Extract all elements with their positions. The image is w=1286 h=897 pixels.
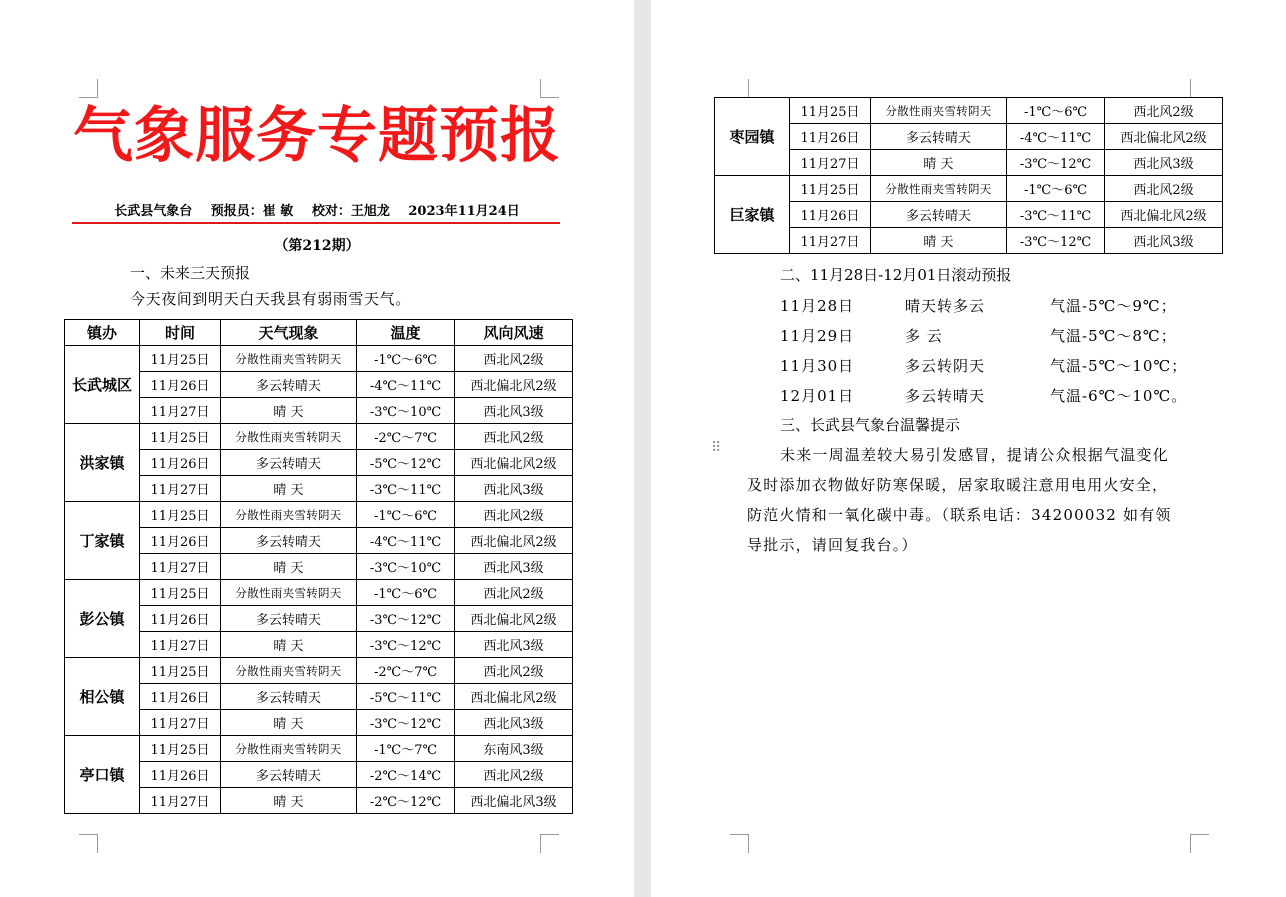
date-cell: 11月26日 xyxy=(140,606,221,632)
date-cell: 11月25日 xyxy=(140,424,221,450)
table-row xyxy=(65,606,573,632)
date-cell: 11月25日 xyxy=(140,502,221,528)
wind-cell: 西北风3级 xyxy=(455,632,573,658)
wind-cell: 西北风2级 xyxy=(1105,176,1223,202)
rolling-forecast-row xyxy=(780,326,1200,346)
weather-cell: 分散性雨夹雪转阴天 xyxy=(871,176,1007,202)
weather-cell: 多云转晴天 xyxy=(221,762,357,788)
table-row xyxy=(715,228,1223,254)
wind-cell: 西北风3级 xyxy=(1105,228,1223,254)
wind-cell: 西北偏北风2级 xyxy=(455,372,573,398)
weather-cell: 多云转晴天 xyxy=(871,124,1007,150)
date-cell: 11月26日 xyxy=(140,528,221,554)
wind-cell: 西北风2级 xyxy=(1105,98,1223,124)
weather-cell: 晴 天 xyxy=(221,788,357,814)
temp-cell: -3℃～11℃ xyxy=(357,476,455,502)
wind-cell: 西北偏北风2级 xyxy=(1105,124,1223,150)
info-line xyxy=(72,203,562,221)
date-cell: 11月25日 xyxy=(140,736,221,762)
tips-line: 未来一周温差较大易引发感冒，提请公众根据气温变化 xyxy=(780,446,1169,464)
temp-cell: -5℃～12℃ xyxy=(357,450,455,476)
header-wind: 风向风速 xyxy=(455,320,573,346)
date-cell: 11月25日 xyxy=(790,176,871,202)
temp-cell: -4℃～11℃ xyxy=(357,372,455,398)
weather-cell: 多云转晴天 xyxy=(871,202,1007,228)
section1-heading: 一、未来三天预报 xyxy=(130,264,251,282)
rolling-date: 12月01日 xyxy=(780,387,855,405)
wind-cell: 西北风2级 xyxy=(455,762,573,788)
forecaster: 预报员：崔 敏 xyxy=(210,204,294,219)
date-cell: 11月25日 xyxy=(140,346,221,372)
table-row xyxy=(65,450,573,476)
temp-cell: -4℃～11℃ xyxy=(357,528,455,554)
rolling-forecast-row xyxy=(780,386,1200,406)
rolling-temp: 气温-5℃～9℃； xyxy=(1050,297,1177,315)
table-row xyxy=(65,580,573,606)
tips-line: 及时添加衣物做好防寒保暖，居家取暖注意用电用火安全， xyxy=(747,476,1169,494)
town-name: 长武城区 xyxy=(65,346,140,424)
forecast-table xyxy=(64,319,573,814)
date-cell: 11月26日 xyxy=(140,450,221,476)
weather-cell: 晴 天 xyxy=(221,476,357,502)
temp-cell: -2℃～7℃ xyxy=(357,658,455,684)
rolling-temp: 气温-5℃～8℃； xyxy=(1050,327,1177,345)
date-cell: 11月27日 xyxy=(140,554,221,580)
date-cell: 11月26日 xyxy=(790,202,871,228)
masthead-title: 气象服务专题预报 xyxy=(73,101,561,171)
town-name: 彭公镇 xyxy=(65,580,140,658)
table-row xyxy=(65,554,573,580)
wind-cell: 西北风2级 xyxy=(455,580,573,606)
tips-line: 防范火情和一氧化碳中毒。（联系电话：34200032 如有领 xyxy=(747,506,1172,524)
temp-cell: -1℃～6℃ xyxy=(1007,176,1105,202)
table-row xyxy=(65,346,573,372)
rolling-weather: 晴天转多云 xyxy=(905,297,986,315)
wind-cell: 西北偏北风2级 xyxy=(1105,202,1223,228)
town-name: 洪家镇 xyxy=(65,424,140,502)
town-name: 巨家镇 xyxy=(715,176,790,254)
table-row xyxy=(715,202,1223,228)
rolling-forecast-row xyxy=(780,356,1200,376)
wind-cell: 西北风2级 xyxy=(455,658,573,684)
temp-cell: -3℃～12℃ xyxy=(357,710,455,736)
table-row xyxy=(715,98,1223,124)
temp-cell: -3℃～12℃ xyxy=(1007,228,1105,254)
tips-line: 导批示，请回复我台。） xyxy=(747,536,918,554)
rolling-temp: 气温-6℃～10℃。 xyxy=(1050,387,1188,405)
date-cell: 11月27日 xyxy=(790,228,871,254)
wind-cell: 西北偏北风2级 xyxy=(455,606,573,632)
temp-cell: -2℃～12℃ xyxy=(357,788,455,814)
weather-cell: 多云转晴天 xyxy=(221,528,357,554)
table-row xyxy=(65,398,573,424)
table-row xyxy=(65,476,573,502)
date-cell: 11月27日 xyxy=(140,788,221,814)
date-cell: 11月25日 xyxy=(140,580,221,606)
temp-cell: -5℃～11℃ xyxy=(357,684,455,710)
crop-mark xyxy=(540,834,559,853)
weather-cell: 多云转晴天 xyxy=(221,684,357,710)
issue-number: （第212期） xyxy=(274,238,360,254)
temp-cell: -2℃～14℃ xyxy=(357,762,455,788)
table-row xyxy=(715,176,1223,202)
table-header-row xyxy=(65,320,573,346)
date-cell: 11月26日 xyxy=(140,762,221,788)
table-row xyxy=(65,632,573,658)
table-row xyxy=(65,736,573,762)
wind-cell: 西北风3级 xyxy=(1105,150,1223,176)
crop-mark xyxy=(1190,79,1209,98)
weather-cell: 晴 天 xyxy=(871,228,1007,254)
weather-cell: 分散性雨夹雪转阴天 xyxy=(871,98,1007,124)
weather-cell: 分散性雨夹雪转阴天 xyxy=(221,502,357,528)
table-row xyxy=(65,372,573,398)
temp-cell: -2℃～7℃ xyxy=(357,424,455,450)
table-row xyxy=(715,124,1223,150)
table-row xyxy=(65,528,573,554)
document-page-1 xyxy=(0,0,634,897)
crop-mark xyxy=(1190,834,1209,853)
weather-cell: 晴 天 xyxy=(221,554,357,580)
temp-cell: -3℃～12℃ xyxy=(1007,150,1105,176)
table-row xyxy=(65,710,573,736)
weather-cell: 多云转晴天 xyxy=(221,450,357,476)
date-cell: 11月27日 xyxy=(140,632,221,658)
temp-cell: -1℃～6℃ xyxy=(357,346,455,372)
date-cell: 11月27日 xyxy=(790,150,871,176)
weather-cell: 多云转晴天 xyxy=(221,606,357,632)
temp-cell: -1℃～7℃ xyxy=(357,736,455,762)
date-cell: 11月26日 xyxy=(140,684,221,710)
rolling-temp: 气温-5℃～10℃； xyxy=(1050,357,1188,375)
drag-handle-icon[interactable]: ⠿ xyxy=(711,440,722,456)
temp-cell: -1℃～6℃ xyxy=(357,580,455,606)
date-cell: 11月27日 xyxy=(140,710,221,736)
date-cell: 11月26日 xyxy=(140,372,221,398)
org-name: 长武县气象台 xyxy=(114,204,193,219)
header-date: 时间 xyxy=(140,320,221,346)
issue-date: 2023年11月24日 xyxy=(408,204,520,219)
section3-heading: 三、长武县气象台温馨提示 xyxy=(780,416,961,434)
forecast-table-body xyxy=(65,346,573,814)
table-row xyxy=(65,762,573,788)
temp-cell: -1℃～6℃ xyxy=(1007,98,1105,124)
wind-cell: 西北偏北风2级 xyxy=(455,684,573,710)
crop-mark xyxy=(730,79,749,98)
document-page-2 xyxy=(651,0,1286,897)
temp-cell: -3℃～12℃ xyxy=(357,632,455,658)
rolling-date: 11月28日 xyxy=(780,297,855,315)
date-cell: 11月27日 xyxy=(140,398,221,424)
forecast-table-body xyxy=(715,98,1223,254)
wind-cell: 西北风2级 xyxy=(455,346,573,372)
table-row xyxy=(715,150,1223,176)
date-cell: 11月27日 xyxy=(140,476,221,502)
town-name: 枣园镇 xyxy=(715,98,790,176)
rolling-forecast-row xyxy=(780,296,1200,316)
rolling-date: 11月29日 xyxy=(780,327,855,345)
wind-cell: 西北风3级 xyxy=(455,476,573,502)
weather-cell: 分散性雨夹雪转阴天 xyxy=(221,580,357,606)
table-row xyxy=(65,684,573,710)
weather-cell: 晴 天 xyxy=(221,710,357,736)
temp-cell: -3℃～10℃ xyxy=(357,398,455,424)
weather-cell: 晴 天 xyxy=(871,150,1007,176)
date-cell: 11月25日 xyxy=(140,658,221,684)
temp-cell: -4℃～11℃ xyxy=(1007,124,1105,150)
red-divider xyxy=(72,222,560,224)
crop-mark xyxy=(730,834,749,853)
rolling-weather: 多云转晴天 xyxy=(905,387,986,405)
section2-heading: 二、11月28日-12月01日滚动预报 xyxy=(780,266,1012,284)
wind-cell: 西北偏北风2级 xyxy=(455,450,573,476)
wind-cell: 西北风2级 xyxy=(455,502,573,528)
header-temp: 温度 xyxy=(357,320,455,346)
weather-cell: 晴 天 xyxy=(221,632,357,658)
temp-cell: -1℃～6℃ xyxy=(357,502,455,528)
rolling-weather: 多云转阴天 xyxy=(905,357,986,375)
header-town: 镇办 xyxy=(65,320,140,346)
wind-cell: 西北风3级 xyxy=(455,710,573,736)
town-name: 相公镇 xyxy=(65,658,140,736)
crop-mark xyxy=(79,834,98,853)
table-row xyxy=(65,788,573,814)
temp-cell: -3℃～10℃ xyxy=(357,554,455,580)
wind-cell: 西北偏北风2级 xyxy=(455,528,573,554)
table-row xyxy=(65,424,573,450)
weather-cell: 晴 天 xyxy=(221,398,357,424)
forecast-table-continued xyxy=(714,97,1223,254)
rolling-weather: 多 云 xyxy=(905,327,943,345)
weather-cell: 分散性雨夹雪转阴天 xyxy=(221,346,357,372)
weather-cell: 分散性雨夹雪转阴天 xyxy=(221,658,357,684)
table-row xyxy=(65,658,573,684)
weather-cell: 分散性雨夹雪转阴天 xyxy=(221,736,357,762)
wind-cell: 西北风3级 xyxy=(455,398,573,424)
wind-cell: 西北偏北风3级 xyxy=(455,788,573,814)
town-name: 丁家镇 xyxy=(65,502,140,580)
header-weather: 天气现象 xyxy=(221,320,357,346)
town-name: 亭口镇 xyxy=(65,736,140,814)
date-cell: 11月26日 xyxy=(790,124,871,150)
rolling-date: 11月30日 xyxy=(780,357,855,375)
weather-cell: 分散性雨夹雪转阴天 xyxy=(221,424,357,450)
section1-summary: 今天夜间到明天白天我县有弱雨雪天气。 xyxy=(130,290,411,308)
wind-cell: 西北风3级 xyxy=(455,554,573,580)
table-row xyxy=(65,502,573,528)
wind-cell: 东南风3级 xyxy=(455,736,573,762)
date-cell: 11月25日 xyxy=(790,98,871,124)
wind-cell: 西北风2级 xyxy=(455,424,573,450)
temp-cell: -3℃～11℃ xyxy=(1007,202,1105,228)
temp-cell: -3℃～12℃ xyxy=(357,606,455,632)
weather-cell: 多云转晴天 xyxy=(221,372,357,398)
checker: 校对：王旭龙 xyxy=(311,204,390,219)
